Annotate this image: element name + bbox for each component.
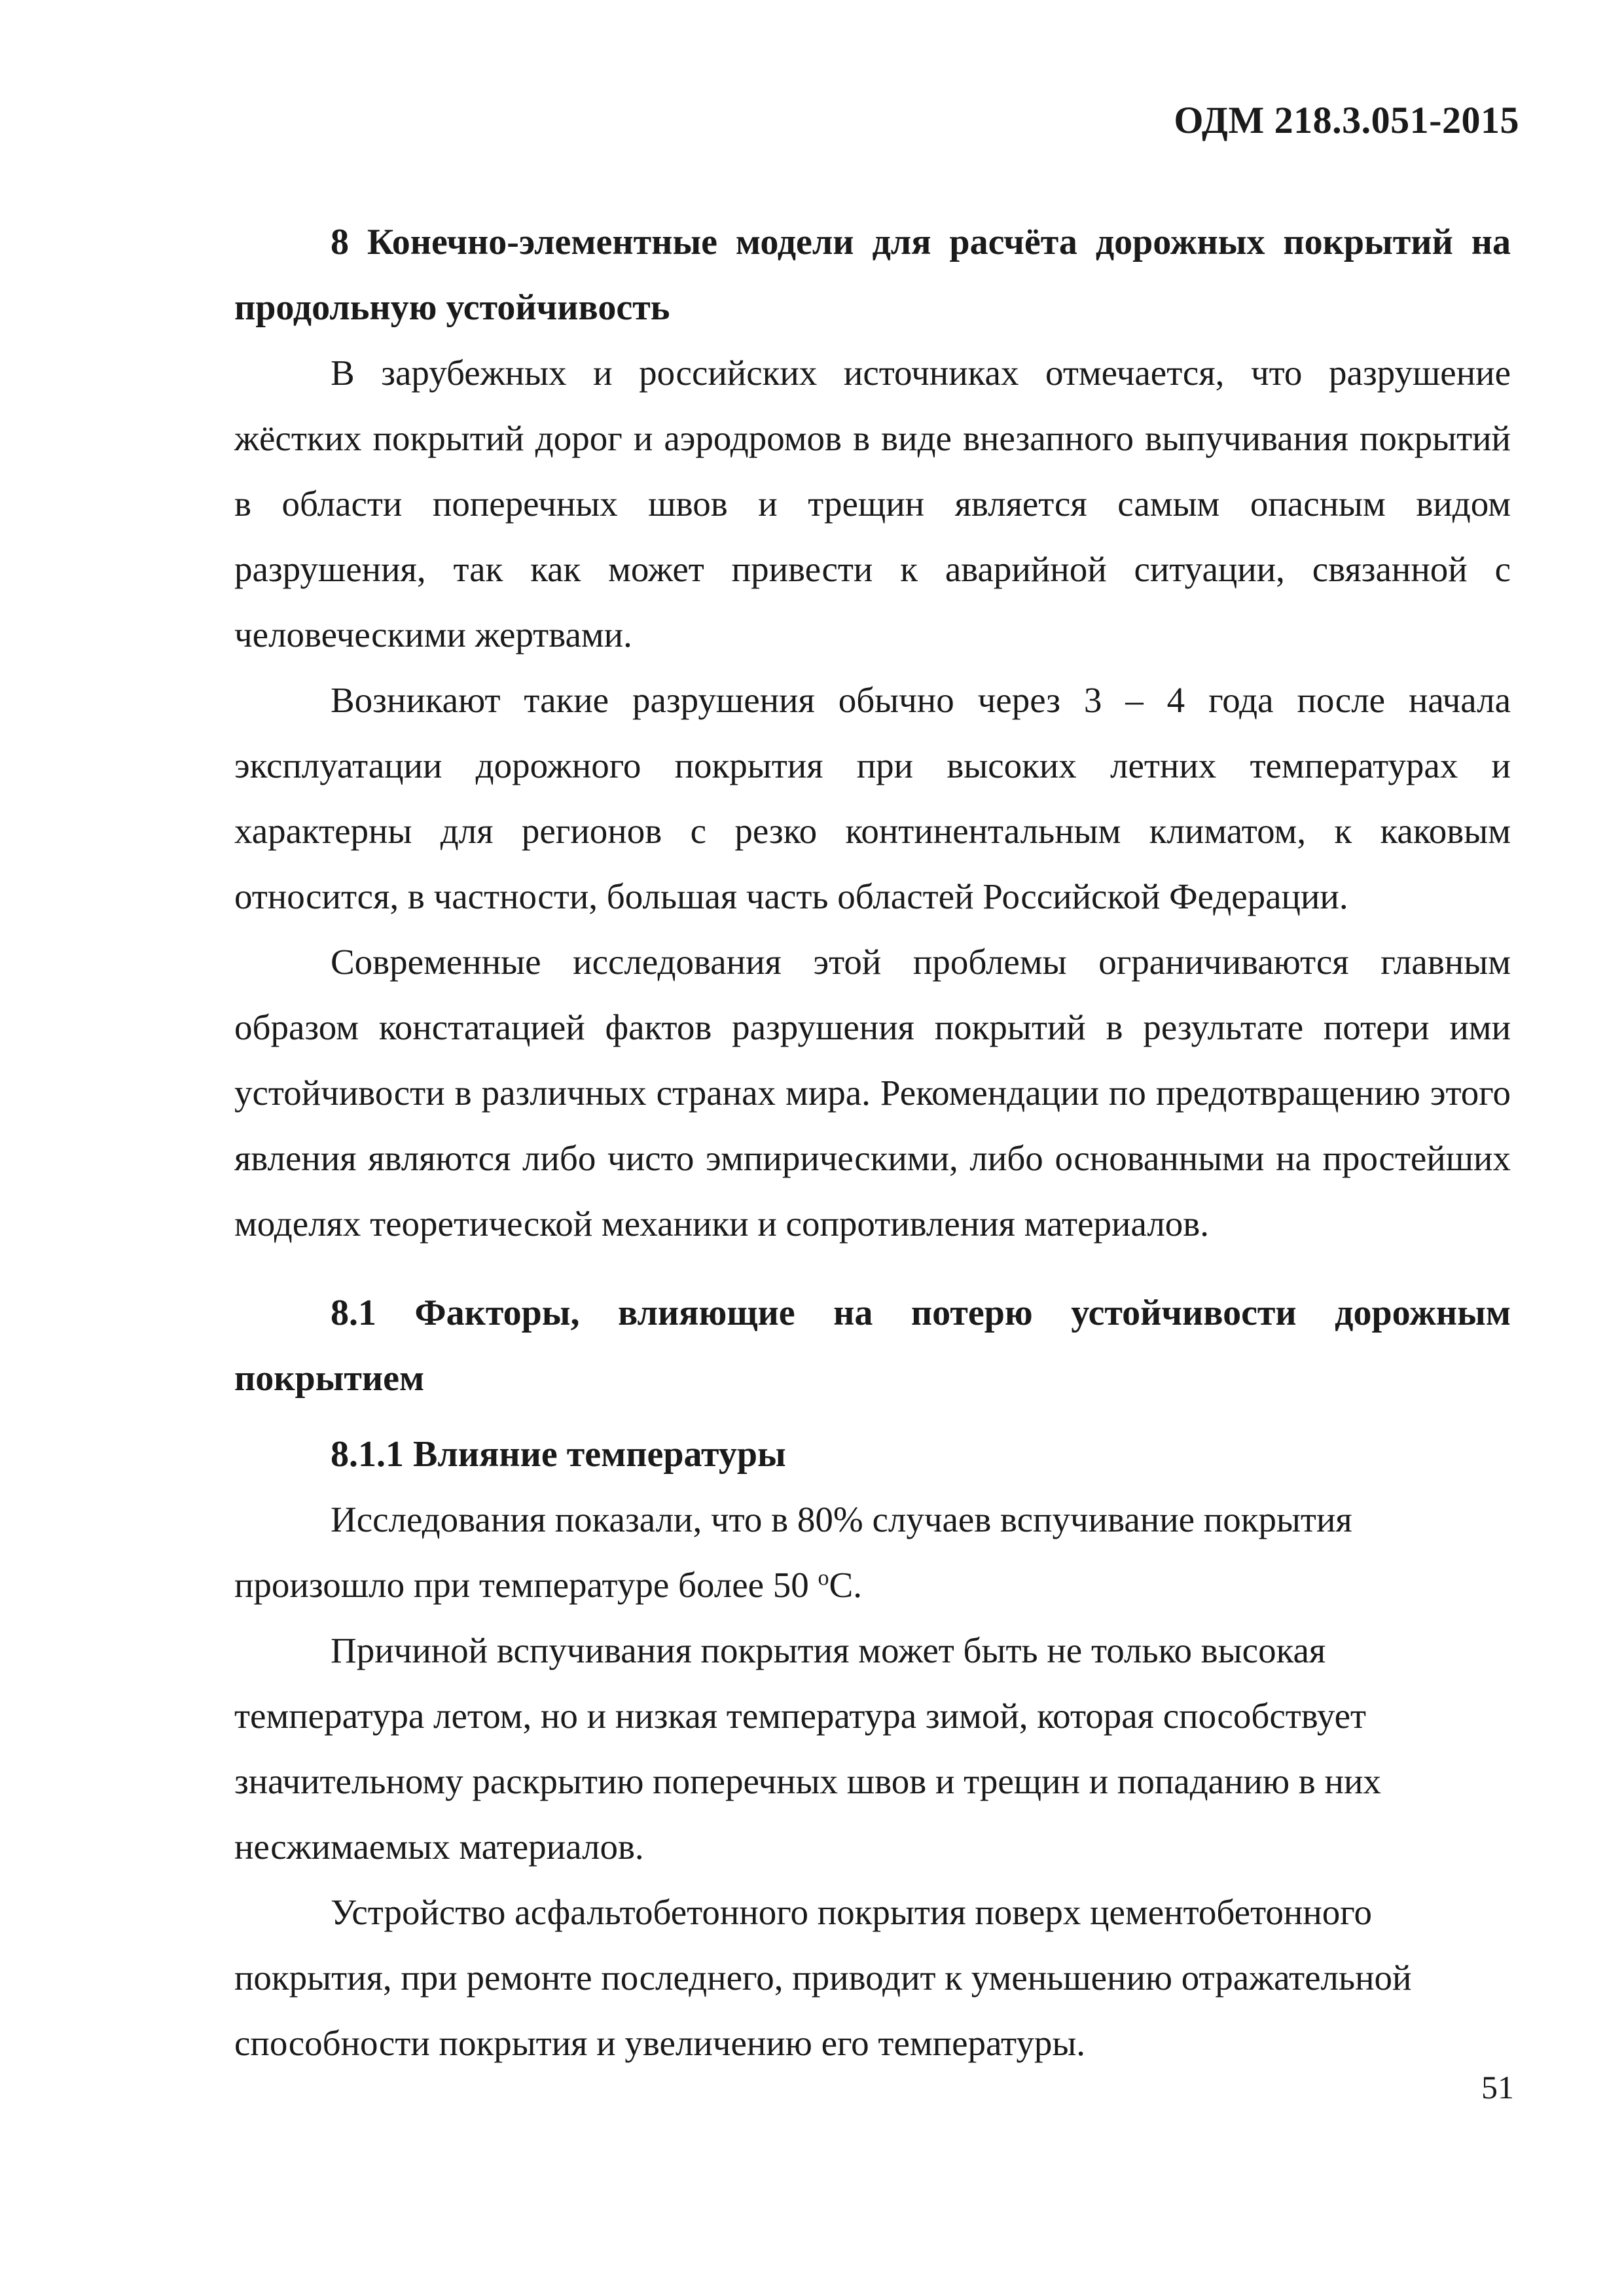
page-number: 51 xyxy=(1481,2069,1514,2106)
page-content xyxy=(234,209,1511,2076)
degree-sign: о xyxy=(818,1566,829,1590)
celsius-unit: С. xyxy=(829,1565,862,1605)
temperature-finding-text: Исследования показали, что в 80% случаев вспучивание покрытия произошло при температуре более 50 xyxy=(234,1499,1352,1605)
section-8-1-1-paragraph-2: Причиной вспучивания покрытия может быть не только высокая температура летом, но и низкая температура зимой, которая способствует значительному раскрытию поперечных швов и трещин и попаданию в них несжимаемых материалов. xyxy=(234,1630,1381,1867)
section-8-1-heading: 8.1 Факторы, влияющие на потерю устойчивости дорожным покрытием xyxy=(234,1293,1511,1399)
document-code-header: ОДМ 218.3.051-2015 xyxy=(1174,99,1519,141)
section-8-heading: 8 Конечно-элементные модели для расчёта дорожных покрытий на продольную устойчивость xyxy=(234,222,1511,328)
section-8-paragraph-2: Возникают такие разрушения обычно через 3 – 4 года после начала эксплуатации дорожного покрытия при высоких летних температурах и характерны для регионов с резко континентальным климатом, к каковым относится, в частности, большая часть областей Российской Федерации. xyxy=(234,680,1511,916)
section-8-paragraph-1: В зарубежных и российских источниках отмечается, что разрушение жёстких покрытий дорог и аэродромов в виде внезапного выпучивания покрытий в области поперечных швов и трещин является самым опасным видом разрушения, так как может привести к аварийной ситуации, связанной с человеческими жертвами. xyxy=(234,353,1511,655)
section-8-paragraph-3: Современные исследования этой проблемы ограничиваются главным образом констатацией фактов разрушения покрытий в результате потери ими устойчивости в различных странах мира. Рекомендации по предотвращению этого явления являются либо чисто эмпирическими, либо основанными на простейших моделях теоретической механики и сопротивления материалов. xyxy=(234,942,1511,1244)
section-8-1-1-paragraph-1 xyxy=(234,1487,1511,1618)
section-8-1-1-paragraph-3: Устройство асфальтобетонного покрытия поверх цементобетонного покрытия, при ремонте последнего, приводит к уменьшению отражательной способности покрытия и увеличению его температуры. xyxy=(234,1892,1412,2063)
section-8-1-1-heading: 8.1.1 Влияние температуры xyxy=(331,1434,786,1475)
